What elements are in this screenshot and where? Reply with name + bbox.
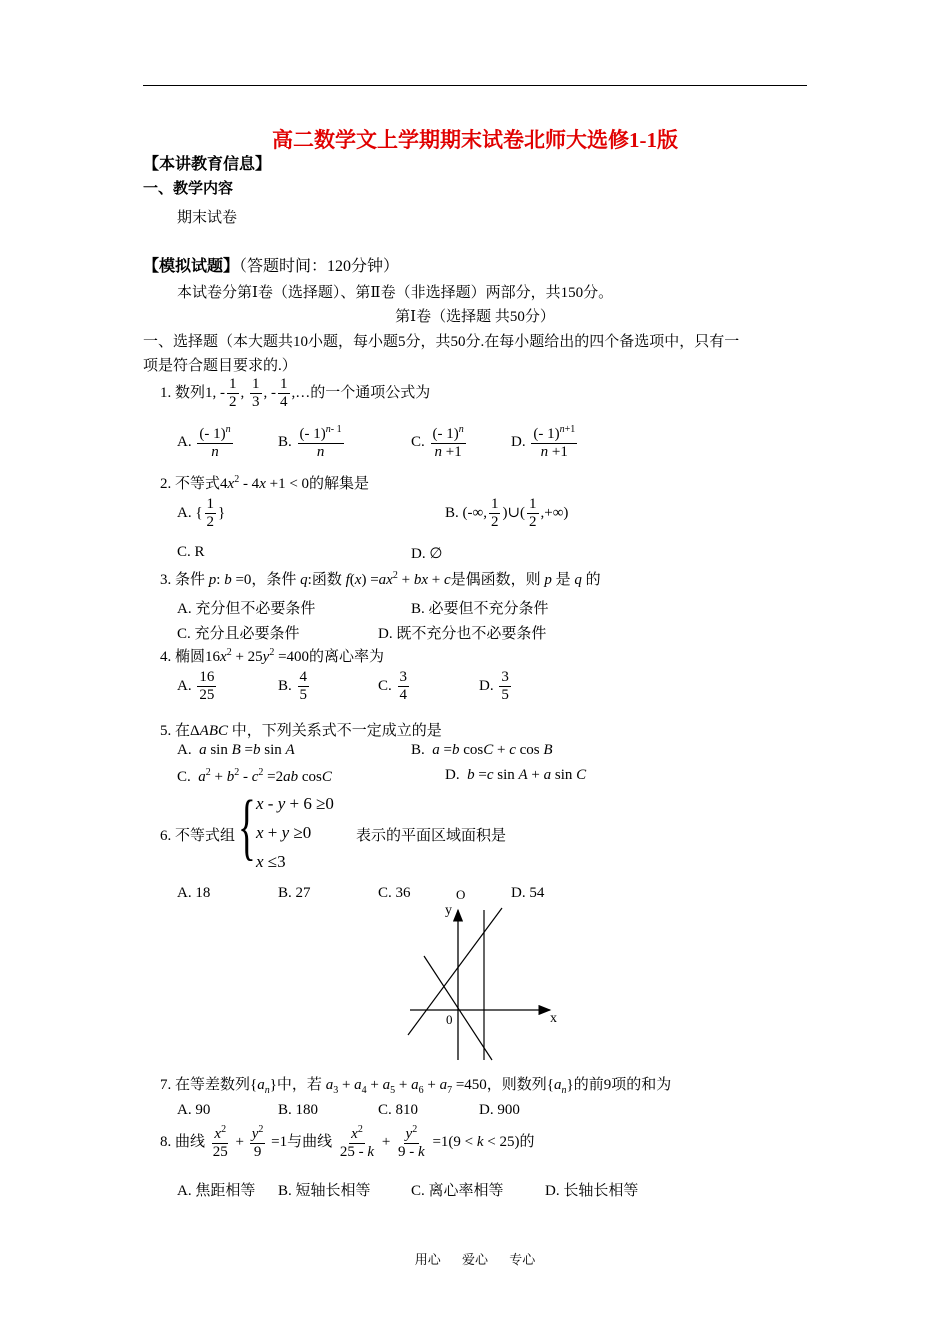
origin-label: 0 <box>446 1012 453 1027</box>
q3-option-b: B. 必要但不充分条件 <box>411 601 549 617</box>
x-axis-label: x <box>550 1011 557 1026</box>
q6-option-d: D. 54 <box>511 885 545 901</box>
q2-option-a: A. { $\frac{1}{2}$ } <box>177 496 226 531</box>
q1-prefix: 1. 数列1, <box>160 385 217 402</box>
intro-text: 本试卷分第Ⅰ卷（选择题）、第Ⅱ卷（非选择题）两部分，共150分。 <box>177 285 614 301</box>
q5-c-label: C. <box>177 769 191 785</box>
q6-brace: { <box>238 786 256 868</box>
content-heading: 一、教学内容 <box>143 181 234 197</box>
q6-prefix: 6. 不等式组 <box>160 828 236 844</box>
q1-option-b: B. $\frac{(- 1)^{n- 1}}{n}$ <box>278 424 342 461</box>
q8-mid: 与曲线 <box>287 1134 333 1151</box>
q7-tail: ，则数列 <box>486 1077 547 1093</box>
q8-stem: 8. 曲线 $\frac{x^2}{25}$ + $\frac{y^2}{9}$ =1与曲线 $\frac{x^2}{25 - k}$ + $\frac{y^2}{9 - k}$ =1(9 < k < 25)的 <box>160 1124 535 1161</box>
content-text: 期末试卷 <box>177 210 238 226</box>
q5-stem: 5. 在ΔABC 中，下列关系式不一定成立的是 <box>160 723 442 739</box>
q5-option-c: C. $a^2 + b^2 - c^2 =2ab$ cosC <box>177 767 332 785</box>
q4-option-d: D. $\frac{3}{5}$ <box>479 669 509 704</box>
q4-option-c: C. $\frac{3}{4}$ <box>378 669 408 704</box>
q3-option-d: D. 既不充分也不必要条件 <box>378 626 547 642</box>
q3-text-e: 是 <box>555 572 571 588</box>
q3-option-a: A. 充分但不必要条件 <box>177 601 316 617</box>
q7-option-d: D. 900 <box>479 1102 520 1118</box>
q6-option-c: C. 36 <box>378 885 411 901</box>
q7-prefix: 7. 在等差数列 <box>160 1077 251 1093</box>
choice-intro-1: 一、选择题（本大题共10小题，每小题5分，共50分.在每小题给出的四个备选项中，只有一 <box>143 334 740 350</box>
q7-option-c: C. 810 <box>378 1102 419 1118</box>
q4-b-label: B. <box>278 678 292 695</box>
q7-stem: 7. 在等差数列$\{a_n\}$中，若 $a_3 + a_4 + a_5 + a_6 + a_7 =450$，则数列$\{a_n\}$的前9项的和为 <box>160 1077 672 1096</box>
section-info-heading: 【本讲教育信息】 <box>143 156 272 173</box>
q1-option-d: D. $\frac{(- 1)^{n+1}}{n +1}$ <box>511 424 576 461</box>
q8-option-c: C. 离心率相等 <box>411 1183 504 1199</box>
q6-fig-o: O <box>456 887 466 902</box>
q1-c-label: C. <box>411 434 425 451</box>
q2-b-label: B. <box>445 505 459 522</box>
q1-a-label: A. <box>177 434 192 451</box>
q3-text-b: ，条件 <box>251 572 297 588</box>
q5-a-label: A. <box>177 742 192 758</box>
q8-suffix: 的 <box>519 1134 535 1151</box>
q1-option-c: C. $\frac{(- 1)^n}{n +1}$ <box>411 424 464 461</box>
q1-d-label: D. <box>511 434 526 451</box>
q1-option-a: A. $\frac{(- 1)^n}{n}$ <box>177 424 231 461</box>
q1-term-4: - $\frac{1}{4}$ <box>271 376 288 411</box>
q2-inequality: $4x^2 - 4x +1 < 0$ <box>220 474 310 492</box>
q5-option-d: D. b =c sin A + a sin C <box>445 767 587 783</box>
part1-heading: 第Ⅰ卷（选择题 共50分） <box>395 309 555 325</box>
q1-term-2: - $\frac{1}{2}$ , <box>220 376 245 411</box>
q6-ineq-3: x ≤3 <box>256 852 286 871</box>
q2-prefix: 2. 不等式 <box>160 476 221 492</box>
q2-suffix: 的解集是 <box>309 476 370 492</box>
q8-prefix: 8. 曲线 <box>160 1134 206 1151</box>
q4-d-label: D. <box>479 678 494 695</box>
q5-prefix: 5. 在 <box>160 723 191 739</box>
q1-suffix: ,…的一个通项公式为 <box>291 385 431 402</box>
q1-b-label: B. <box>278 434 292 451</box>
q3-text-c: 函数 <box>311 572 342 588</box>
choice-intro-2: 项是符合题目要求的.） <box>143 358 297 374</box>
q4-suffix: 的离心率为 <box>309 649 385 665</box>
q5-b-label: B. <box>411 742 425 758</box>
q8-option-d: D. 长轴长相等 <box>545 1183 639 1199</box>
q6-option-b: B. 27 <box>278 885 311 901</box>
q5-d-label: D. <box>445 767 460 783</box>
mock-heading: 【模拟试题】 <box>143 258 240 275</box>
q8-option-b: B. 短轴长相等 <box>278 1183 371 1199</box>
q6-suffix: 表示的平面区域面积是 <box>356 828 507 844</box>
q4-a-label: A. <box>177 678 192 695</box>
q3-option-c: C. 充分且必要条件 <box>177 626 300 642</box>
region-figure <box>400 900 570 1065</box>
q2-option-c: C. R <box>177 544 205 560</box>
q3-text-d: 是偶函数，则 <box>450 572 541 588</box>
q4-prefix: 4. 椭圆 <box>160 649 206 665</box>
mock-heading-line <box>143 253 399 276</box>
mock-time: （答题时间：120分钟） <box>239 258 400 275</box>
q5-option-a: A. a sin B =b sin A <box>177 742 295 758</box>
q5-suffix: 中，下列关系式不一定成立的是 <box>231 723 442 739</box>
q7-option-a: A. 90 <box>177 1102 211 1118</box>
top-rule <box>143 85 807 86</box>
q6-option-a: A. 18 <box>177 885 211 901</box>
y-axis-label: y <box>445 903 452 918</box>
q2-stem <box>160 472 369 493</box>
q7-option-b: B. 180 <box>278 1102 319 1118</box>
q3-text-f: 的 <box>585 572 601 588</box>
q2-a-label: A. <box>177 505 192 522</box>
page-title: 高二数学文上学期期末试卷北师大选修1-1版 <box>272 128 678 152</box>
q8-option-a: A. 焦距相等 <box>177 1183 256 1199</box>
q6-ineq-2: x + y ≥0 <box>256 823 312 842</box>
q6-ineq-1: x - y + 6 ≥0 <box>256 794 334 813</box>
q7-suffix: 的前9项的和为 <box>573 1077 672 1093</box>
page-footer: 用心 爱心 专心 <box>414 1252 536 1267</box>
q4-c-label: C. <box>378 678 392 695</box>
q3-text-a: 3. 条件 <box>160 572 206 588</box>
q4-stem: 4. 椭圆$16x^2 + 25y^2 =400$的离心率为 <box>160 647 385 665</box>
q2-option-d: D. ∅ <box>411 546 443 562</box>
q4-option-b: B. $\frac{4}{5}$ <box>278 669 308 704</box>
q5-option-b: B. a =b cosC + c cos B <box>411 742 553 758</box>
q1-term-3: $\frac{1}{3}$ , <box>252 376 268 411</box>
line-x-minus-y-plus-6 <box>408 908 502 1035</box>
q1-stem <box>160 376 430 412</box>
q7-mid: 中，若 <box>276 1077 322 1093</box>
q4-option-a: A. $\frac{16}{25}$ <box>177 669 215 704</box>
q3-stem: 3. 条件 p: b =0，条件 q:函数 $f(x) =ax^2$ + bx + c是偶函数，则 p 是 q 的 <box>160 570 601 588</box>
q2-option-b: B. (-∞, $\frac{1}{2}$ )∪( $\frac{1}{2}$ ,+∞) <box>445 496 569 531</box>
